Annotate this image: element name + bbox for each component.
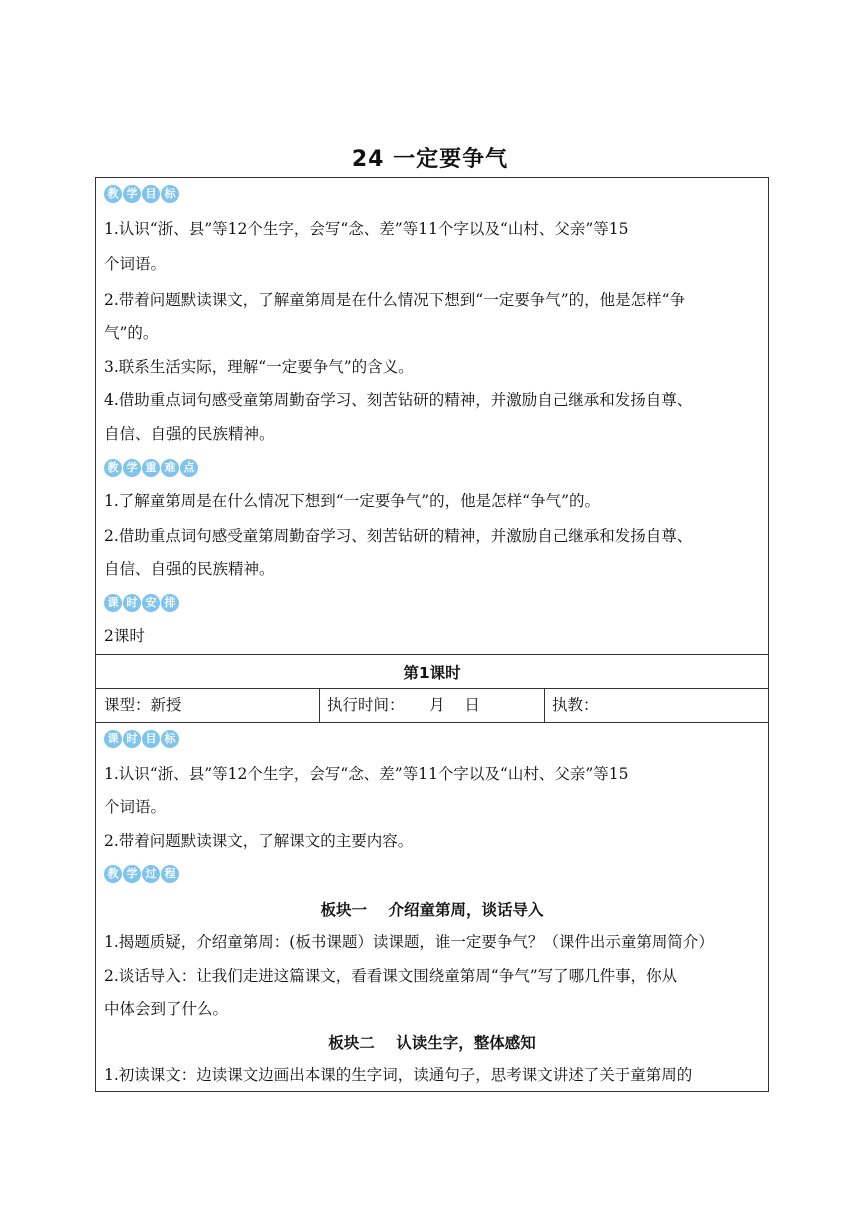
goal-line: 2.带着问题默读课文，了解童第周是在什么情况下想到“一定要争气”的，他是怎样“争 [104, 291, 686, 309]
goal-line: 气”的。 [104, 324, 159, 342]
goal-line: 1.认识“浙、县”等12个生字，会写“念、差”等11个字以及“山村、父亲”等15 [104, 220, 629, 238]
goal-line: 3.联系生活实际，理解“一定要争气”的含义。 [104, 358, 414, 376]
teaching-process-badge: 教 学 过 程 [104, 864, 180, 884]
goal-line: 个词语。 [104, 255, 167, 273]
key-point-line: 2.借助重点词句感受童第周勤奋学习、刻苦钻研的精神，并激励自己继承和发扬自尊、 [104, 527, 693, 545]
lesson-goal-line: 2.带着问题默读课文，了解课文的主要内容。 [104, 832, 414, 850]
page-title: 24 一定要争气 [351, 147, 509, 172]
lesson-detail-section [96, 722, 768, 1092]
block1-title: 板块一 介绍童第周，谈话导入 [320, 901, 544, 919]
lesson-plan-table [95, 177, 769, 1092]
block1-line: 2.谈话导入：让我们走进这篇课文，看看课文围绕童第周“争气”写了哪几件事，你从 [104, 967, 678, 985]
overview-section [96, 178, 768, 654]
lesson-goal-line: 个词语。 [104, 798, 167, 816]
teacher-cell: 执教： [552, 696, 599, 714]
block1-line: 1.揭题质疑，介绍童第周：(板书课题）读课题，谁一定要争气？（课件出示童第周简介） [104, 933, 714, 951]
execution-time-cell: 执行时间： 月 日 [327, 696, 480, 714]
block2-title: 板块二 认读生字，整体感知 [328, 1034, 536, 1052]
key-point-line: 1.了解童第周是在什么情况下想到“一定要争气”的，他是怎样“争气”的。 [104, 492, 600, 510]
key-points-badge: 教 学 重 难 点 [104, 458, 199, 478]
key-point-line: 自信、自强的民族精神。 [104, 560, 275, 578]
lesson-goals-badge: 课 时 目 标 [104, 729, 180, 749]
lesson-header-row [96, 654, 768, 688]
schedule-badge: 课 时 安 排 [104, 593, 180, 613]
block2-line: 1.初读课文：边读课文边画出本课的生字词，读通句子，思考课文讲述了关于童第周的 [104, 1066, 693, 1084]
teaching-goals-badge: 教 学 目 标 [104, 184, 180, 204]
lesson-header: 第1课时 [403, 664, 461, 682]
goal-line: 自信、自强的民族精神。 [104, 425, 275, 443]
lesson-type-cell: 课型：新授 [104, 696, 182, 714]
block1-line: 中体会到了什么。 [104, 1000, 229, 1018]
info-row [96, 688, 768, 722]
goal-line: 4.借助重点词句感受童第周勤奋学习、刻苦钻研的精神，并激励自己继承和发扬自尊、 [104, 391, 693, 409]
schedule-text: 2课时 [104, 627, 145, 645]
lesson-goal-line: 1.认识“浙、县”等12个生字，会写“念、差”等11个字以及“山村、父亲”等15 [104, 765, 629, 783]
